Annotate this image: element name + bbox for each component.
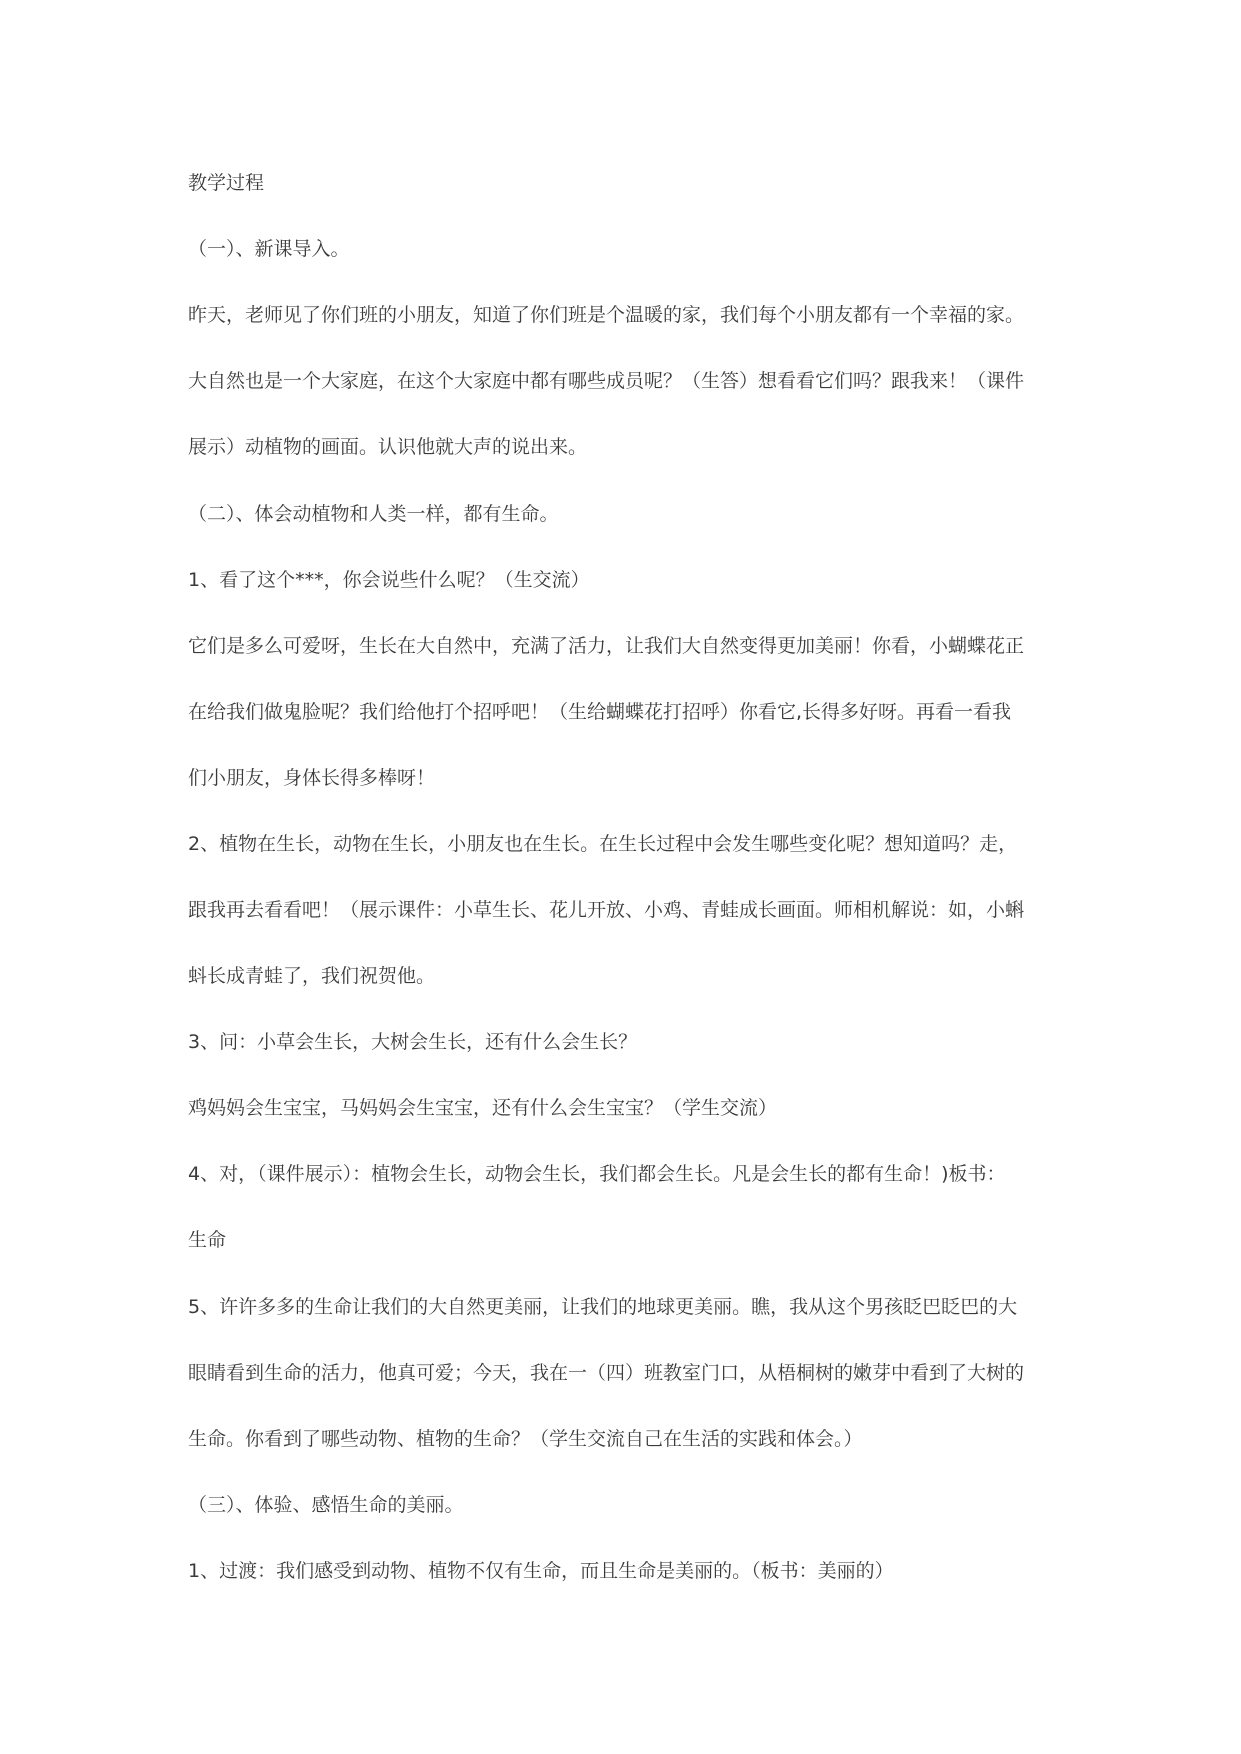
paragraph-line: 昨天，老师见了你们班的小朋友，知道了你们班是个温暖的家，我们每个小朋友都有一个幸福的家。 [188, 304, 1025, 326]
paragraph-line: 大自然也是一个大家庭，在这个大家庭中都有哪些成员呢？（生答）想看看它们吗？跟我来！（课件 [188, 370, 1025, 392]
paragraph-line: 1、看了这个***，你会说些什么呢？（生交流） [188, 569, 590, 591]
section-heading-life: （二）、体会动植物和人类一样，都有生命。 [188, 503, 559, 525]
paragraph-line: 展示）动植物的画面。认识他就大声的说出来。 [188, 436, 588, 458]
section-heading-teaching-process: 教学过程 [188, 172, 265, 194]
paragraph-line: 蚪长成青蛙了，我们祝贺他。 [188, 965, 436, 987]
paragraph-line: 在给我们做鬼脸呢？我们给他打个招呼吧！（生给蝴蝶花打招呼）你看它,长得多好呀。再看一看我 [188, 701, 1012, 723]
paragraph-line: 5、许许多多的生命让我们的大自然更美丽，让我们的地球更美丽。瞧，我从这个男孩眨巴眨巴的大 [188, 1296, 1018, 1318]
paragraph-line: 1、过渡：我们感受到动物、植物不仅有生命，而且生命是美丽的。（板书：美丽的） [188, 1560, 894, 1582]
paragraph-line: 3、问：小草会生长，大树会生长，还有什么会生长？ [188, 1031, 638, 1053]
paragraph-line: 它们是多么可爱呀，生长在大自然中，充满了活力，让我们大自然变得更加美丽！你看，小蝴蝶花正 [188, 635, 1025, 657]
paragraph-line: 生命。你看到了哪些动物、植物的生命？（学生交流自己在生活的实践和体会。） [188, 1428, 863, 1450]
section-heading-beauty: （三）、体验、感悟生命的美丽。 [188, 1494, 464, 1516]
paragraph-line: 2、植物在生长，动物在生长，小朋友也在生长。在生长过程中会发生哪些变化呢？想知道吗？走， [188, 833, 1018, 855]
paragraph-line: 眼睛看到生命的活力，他真可爱；今天，我在一（四）班教室门口，从梧桐树的嫩芽中看到了大树的 [188, 1362, 1025, 1384]
paragraph-line: 4、对，（课件展示）：植物会生长，动物会生长，我们都会生长。凡是会生长的都有生命！)板书： [188, 1163, 1006, 1185]
paragraph-line: 们小朋友，身体长得多棒呀！ [188, 767, 436, 789]
paragraph-line: 生命 [188, 1229, 227, 1251]
paragraph-line: 鸡妈妈会生宝宝，马妈妈会生宝宝，还有什么会生宝宝？（学生交流） [188, 1097, 778, 1119]
paragraph-line: 跟我再去看看吧！（展示课件：小草生长、花儿开放、小鸡、青蛙成长画面。师相机解说：如，小蝌 [188, 899, 1025, 921]
section-heading-intro: （一）、新课导入。 [188, 238, 350, 260]
